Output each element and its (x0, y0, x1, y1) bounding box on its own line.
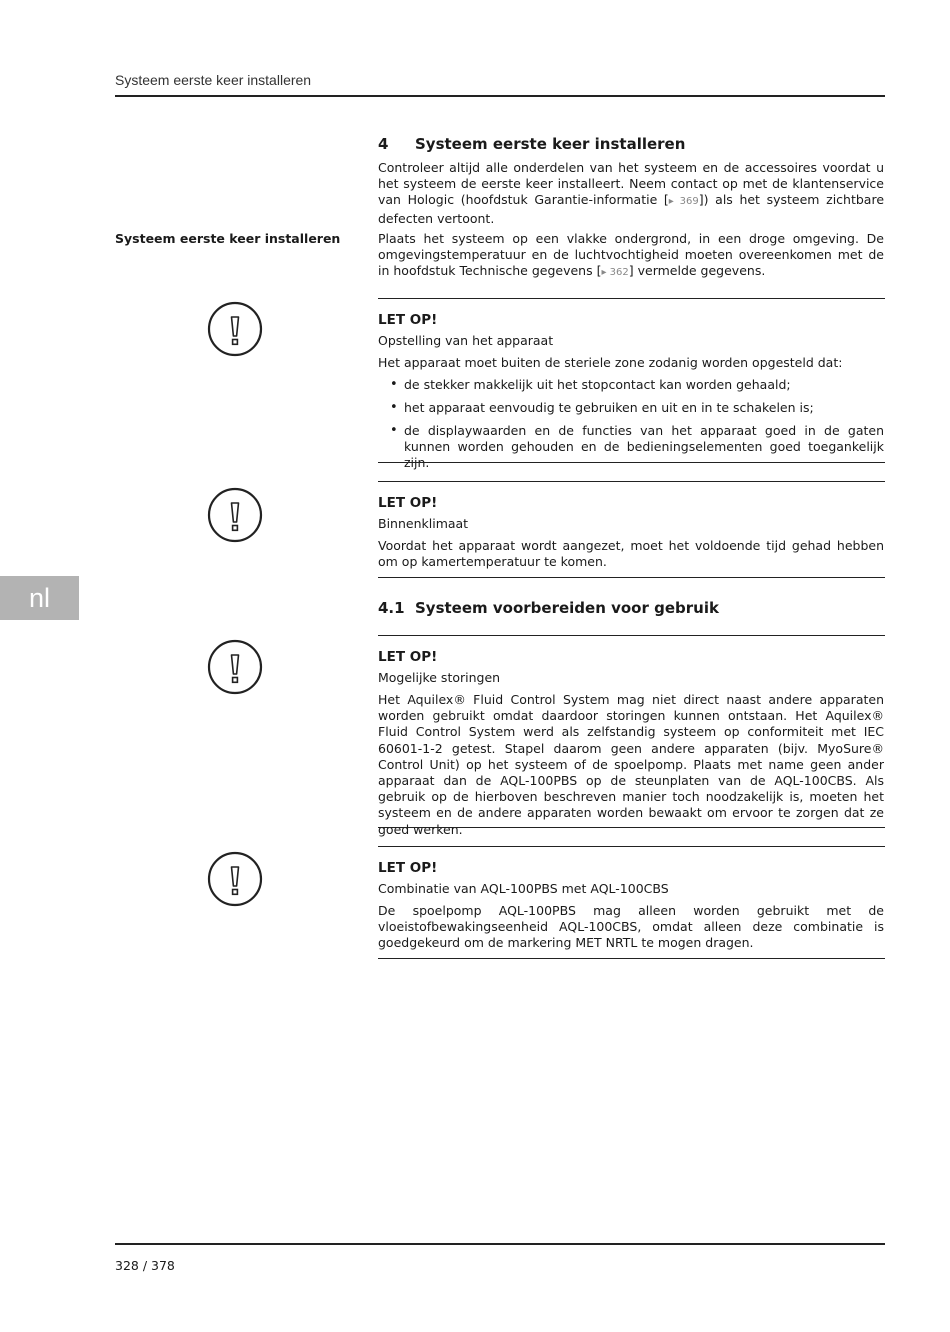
notice-subtitle: Combinatie van AQL-100PBS met AQL-100CBS (378, 881, 669, 896)
placement-text: Plaats het systeem op een vlakke ondergrond, in een droge omgeving. De omgevingstemperatuur en de luchtvochtigheid moeten overeenkomen met de in hoofdstuk Technische gegevens [ (378, 231, 884, 279)
section-title: Systeem eerste keer installeren (415, 135, 686, 153)
notice-bottom-rule (378, 827, 885, 828)
list-item: • de displaywaarden en de functies van het apparaat goed in de gaten kunnen worden gehouden en de bedieningselementen goed toegankelijk zijn. (378, 423, 884, 472)
notice-top-rule (378, 481, 885, 482)
warning-exclamation-icon (207, 639, 263, 695)
notice-title: LET OP! (378, 495, 438, 511)
warning-exclamation-icon (207, 301, 263, 357)
subsection-title: Systeem voorbereiden voor gebruik (415, 599, 719, 617)
placement-paragraph (378, 231, 884, 282)
notice-title: LET OP! (378, 649, 438, 665)
page-ref-link[interactable]: ▸ 362 (601, 267, 629, 279)
intro-text-end: ]) als het systeem zichtbare defecten vertoont. (378, 192, 885, 226)
running-header: Systeem eerste keer installeren (115, 72, 312, 88)
notice-body: De spoelpomp AQL-100PBS mag alleen worden gebruikt met de vloeistofbewakingseenheid AQL-100CBS, omdat alleen deze combinatie is goedgekeurd om de markering MET NRTL te mogen dragen. (378, 903, 884, 951)
header-rule (115, 95, 885, 97)
notice-title: LET OP! (378, 312, 438, 328)
notice-interference (378, 649, 884, 838)
notice-bottom-rule (378, 462, 885, 463)
notice-subtitle: Mogelijke storingen (378, 670, 501, 685)
notice-subtitle: Opstelling van het apparaat (378, 333, 554, 348)
notice-bottom-rule (378, 958, 885, 959)
side-label: Systeem eerste keer installeren (115, 231, 341, 246)
subsection-number: 4.1 (378, 599, 405, 617)
section-number: 4 (378, 135, 389, 153)
section-heading (378, 135, 685, 153)
notice-setup (378, 312, 884, 478)
notice-body: Voordat het apparaat wordt aangezet, moet het voldoende tijd gehad hebben om op kamertemperatuur te komen. (378, 538, 884, 570)
notice-combination (378, 860, 884, 952)
page-number: 328 / 378 (115, 1258, 175, 1273)
placement-text-end: ] vermelde gegevens. (628, 263, 766, 279)
warning-exclamation-icon (207, 851, 263, 907)
list-item: • de stekker makkelijk uit het stopcontact kan worden gehaald; (378, 377, 884, 393)
notice-title: LET OP! (378, 860, 438, 876)
notice-bottom-rule (378, 577, 885, 578)
notice-body: Het Aquilex® Fluid Control System mag niet direct naast andere apparaten worden gebruikt omdat daardoor storingen kunnen ontstaan. Het Aquilex® Fluid Control System werd als zelfstandig systeem op conformiteit met IEC 60601-1-2 getest. Stapel daarom geen andere apparaten (bijv. MyoSure® Control Unit) op het systeem of de spoelpomp. Plaats met name geen ander apparaat dan de AQL-100PBS op de steunplaten van de AQL-100CBS. Als gebruik op de hierboven beschreven manier toch noodzakelijk is, moeten het systeem en de andere apparaten worden bewaakt om ervoor te zorgen dat ze goed werken. (378, 692, 884, 837)
notice-subtitle: Binnenklimaat (378, 516, 469, 531)
notice-climate (378, 495, 884, 570)
page-ref-link[interactable]: ▸ 369 (668, 196, 699, 208)
intro-text: Controleer altijd alle onderdelen van het systeem en de accessoires voordat u het systeem de eerste keer installeert. Neem contact op met de klantenservice van Hologic (hoofdstuk Garantie-informatie [ (378, 160, 884, 208)
intro-paragraph (378, 160, 884, 227)
subsection-heading (378, 599, 719, 617)
list-item: • het apparaat eenvoudig te gebruiken en uit en in te schakelen is; (378, 400, 884, 416)
notice-top-rule (378, 298, 885, 299)
warning-exclamation-icon (207, 487, 263, 543)
notice-top-rule (378, 635, 885, 636)
notice-bullet-list (378, 377, 884, 471)
notice-top-rule (378, 846, 885, 847)
footer-rule (115, 1243, 885, 1245)
notice-body: Het apparaat moet buiten de steriele zone zodanig worden opgesteld dat: (378, 355, 843, 370)
language-tab: nl (0, 576, 79, 620)
